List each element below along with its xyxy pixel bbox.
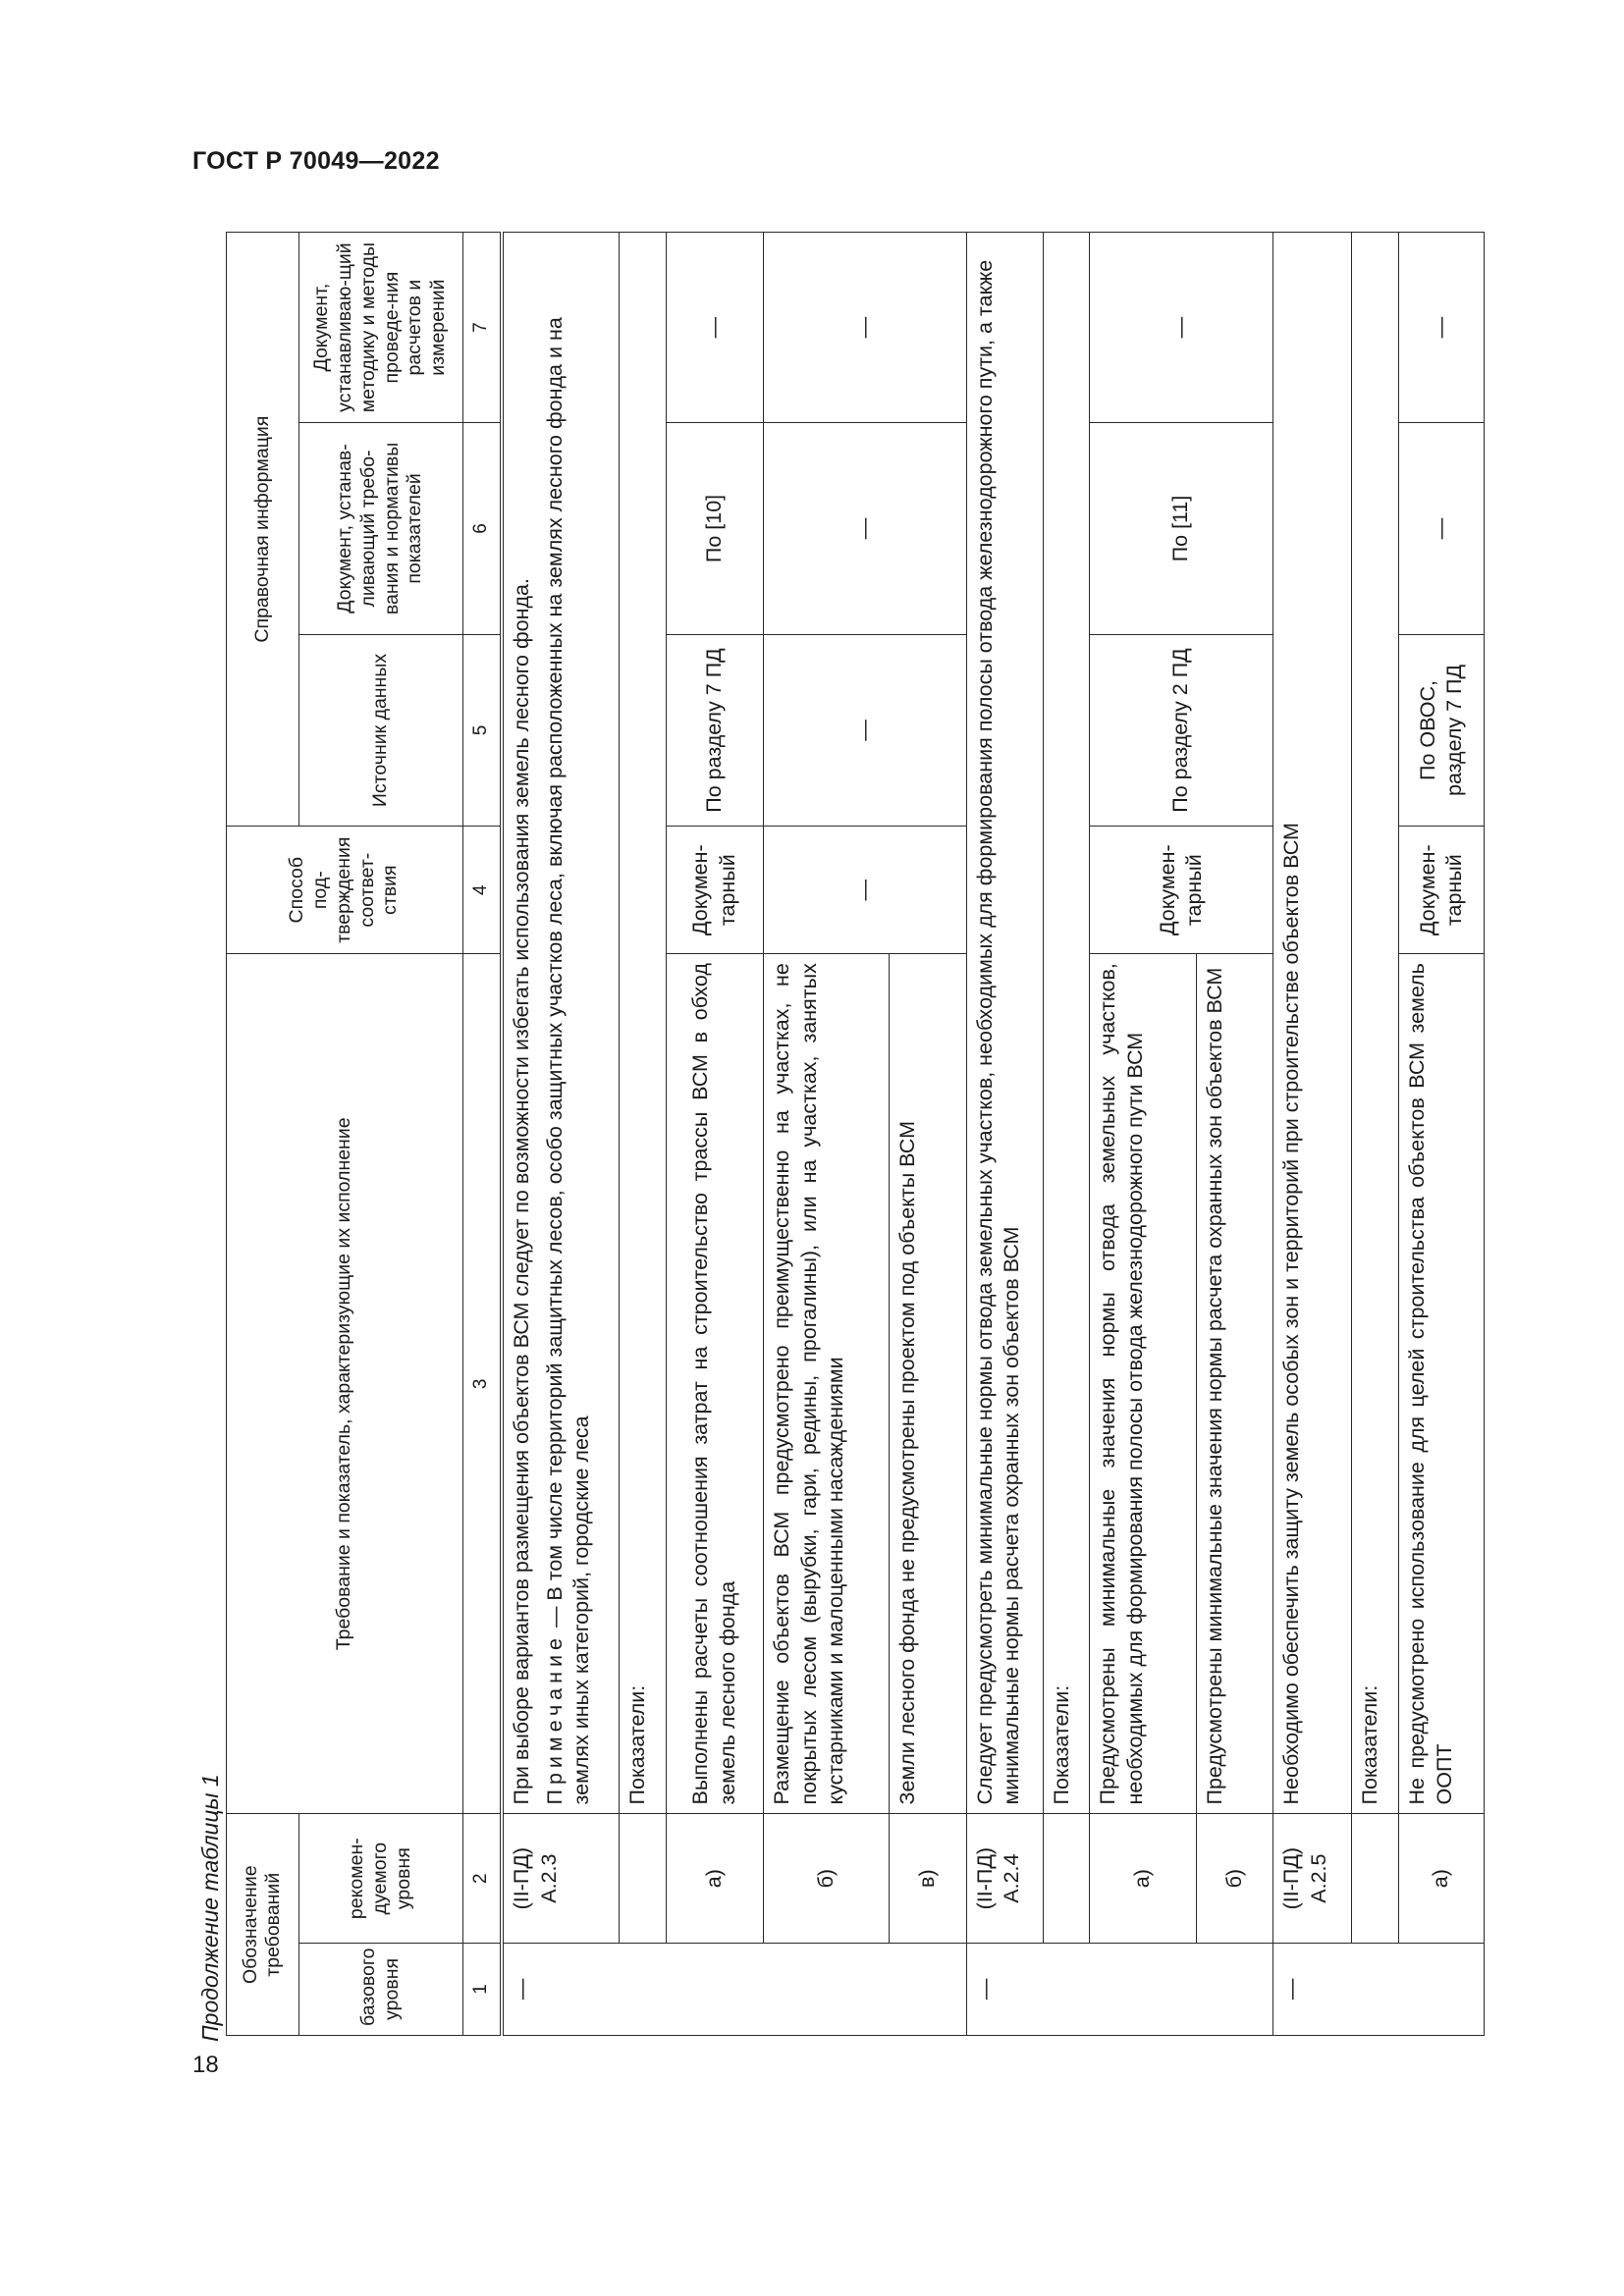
- indicator-letter: а): [1090, 1814, 1197, 1943]
- indicator-text: Размещение объектов ВСМ предусмотрено преимущественно на участках, не покрытых лесом (вырубки, гари, редины, прогалины), или на участках, занятых кустарниками и малоценными насаждениями: [764, 954, 890, 1814]
- header-data-source: Источник данных: [298, 634, 462, 827]
- table-row: [502, 233, 619, 2036]
- table-row: [1043, 233, 1090, 2036]
- requirement-text: Необходимо обеспечить защиту земель особых зон и территорий при строительстве объектов ВСМ: [1273, 233, 1352, 1814]
- method-document: —: [1399, 233, 1485, 423]
- indicator-text: Предусмотрены минимальные значения нормы отвода земельных участков, необходимых для формирования полосы отвода железнодорожного пути ВСМ: [1090, 954, 1197, 1814]
- indicator-letter: б): [764, 1814, 890, 1943]
- table-continuation-label: Продолжение таблицы 1: [197, 1774, 223, 2042]
- base-level-cell: —: [502, 1943, 966, 2035]
- method-document: —: [1090, 233, 1273, 423]
- table-row: [1090, 233, 1197, 2036]
- table-row: [764, 233, 890, 2036]
- base-level-cell: —: [1273, 1943, 1485, 2035]
- confirmation-method: —: [764, 827, 966, 954]
- table-row: [1352, 233, 1399, 2036]
- requirement-code: (II-ПД) А.2.5: [1273, 1814, 1352, 1943]
- note-text: — В том числе территорий защитных лесов, особо защитных участков леса, включая расположенных на землях лесного фонда и на землях иных категорий, городские леса: [542, 317, 594, 1805]
- header-requirement: Требование и показатель, характеризующие их исполнение: [227, 954, 463, 1814]
- data-source: По разделу 2 ПД: [1090, 634, 1273, 827]
- data-source: —: [764, 634, 966, 827]
- document-code: ГОСТ Р 70049—2022: [192, 147, 440, 175]
- table-row: [619, 233, 666, 2036]
- norm-document: По [11]: [1090, 423, 1273, 635]
- indicator-text: Земли лесного фонда не предусмотрены проектом под объекты ВСМ: [890, 954, 966, 1814]
- header-confirmation-method: Способ под-тверждения соответ-ствия: [227, 827, 463, 954]
- header-reference-group: Справочная информация: [227, 233, 299, 827]
- column-number: 3: [462, 954, 502, 1814]
- indicator-letter: в): [890, 1814, 966, 1943]
- requirement-code: (II-ПД) А.2.3: [502, 1814, 619, 1943]
- method-document: —: [764, 233, 966, 423]
- requirement-text: [502, 233, 619, 1814]
- norm-document: —: [764, 423, 966, 635]
- data-source: По разделу 7 ПД: [666, 634, 764, 827]
- indicator-letter: б): [1196, 1814, 1272, 1943]
- note-label: Примечание: [542, 1633, 567, 1805]
- requirement-note: [542, 241, 596, 1804]
- indicator-letter: а): [1399, 1814, 1485, 1943]
- base-level-cell: —: [966, 1943, 1272, 2035]
- column-number: 1: [462, 1943, 502, 2035]
- rotated-table-container: [226, 232, 1485, 2036]
- column-number: 4: [462, 827, 502, 954]
- data-source: По ОВОС, разделу 7 ПД: [1399, 634, 1485, 827]
- header-base-level: базового уровня: [298, 1943, 462, 2035]
- requirement-main-text: При выборе вариантов размещения объектов ВСМ следует по возможности избегать использования земель лесного фонда.: [509, 578, 533, 1805]
- header-designation-group: Обозначение требований: [227, 1814, 299, 2036]
- column-number: 2: [462, 1814, 502, 1943]
- method-document: —: [666, 233, 764, 423]
- indicators-label: Показатели:: [1352, 233, 1399, 1814]
- norm-document: —: [1399, 423, 1485, 635]
- table-row: [1399, 233, 1485, 2036]
- indicator-letter: а): [666, 1814, 764, 1943]
- column-number: 6: [462, 423, 502, 635]
- page-number: 18: [192, 2052, 219, 2078]
- header-method-document: Документ, устанавливаю-щий методику и методы проведе-ния расчетов и измерений: [298, 233, 462, 423]
- indicators-label: Показатели:: [1043, 233, 1090, 1814]
- confirmation-method: Докумен-тарный: [666, 827, 764, 954]
- table-row: [1273, 233, 1352, 2036]
- indicator-text: Выполнены расчеты соотношения затрат на строительство трассы ВСМ в обход земель лесного фонда: [666, 954, 764, 1814]
- requirement-code: (II-ПД) А.2.4: [966, 1814, 1043, 1943]
- header-recommended-level: рекомен-дуемого уровня: [298, 1814, 462, 1943]
- header-norm-document: Документ, устанав-ливающий требо-вания и нормативы показателей: [298, 423, 462, 635]
- column-number: 7: [462, 233, 502, 423]
- table-row: [666, 233, 764, 2036]
- confirmation-method: Докумен-тарный: [1399, 827, 1485, 954]
- confirmation-method: Докумен-тарный: [1090, 827, 1273, 954]
- indicator-text: Предусмотрены минимальные значения нормы расчета охранных зон объектов ВСМ: [1196, 954, 1272, 1814]
- requirements-table: [226, 232, 1485, 2036]
- requirement-text: Следует предусмотреть минимальные нормы отвода земельных участков, необходимых для формирования полосы отвода железнодорожного пути, а также минимальные нормы расчета охранных зон объектов ВСМ: [966, 233, 1043, 1814]
- indicators-label: Показатели:: [619, 233, 666, 1814]
- norm-document: По [10]: [666, 423, 764, 635]
- table-row: [966, 233, 1043, 2036]
- column-number: 5: [462, 634, 502, 827]
- indicator-text: Не предусмотрено использование для целей строительства объектов ВСМ земель ООПТ: [1399, 954, 1485, 1814]
